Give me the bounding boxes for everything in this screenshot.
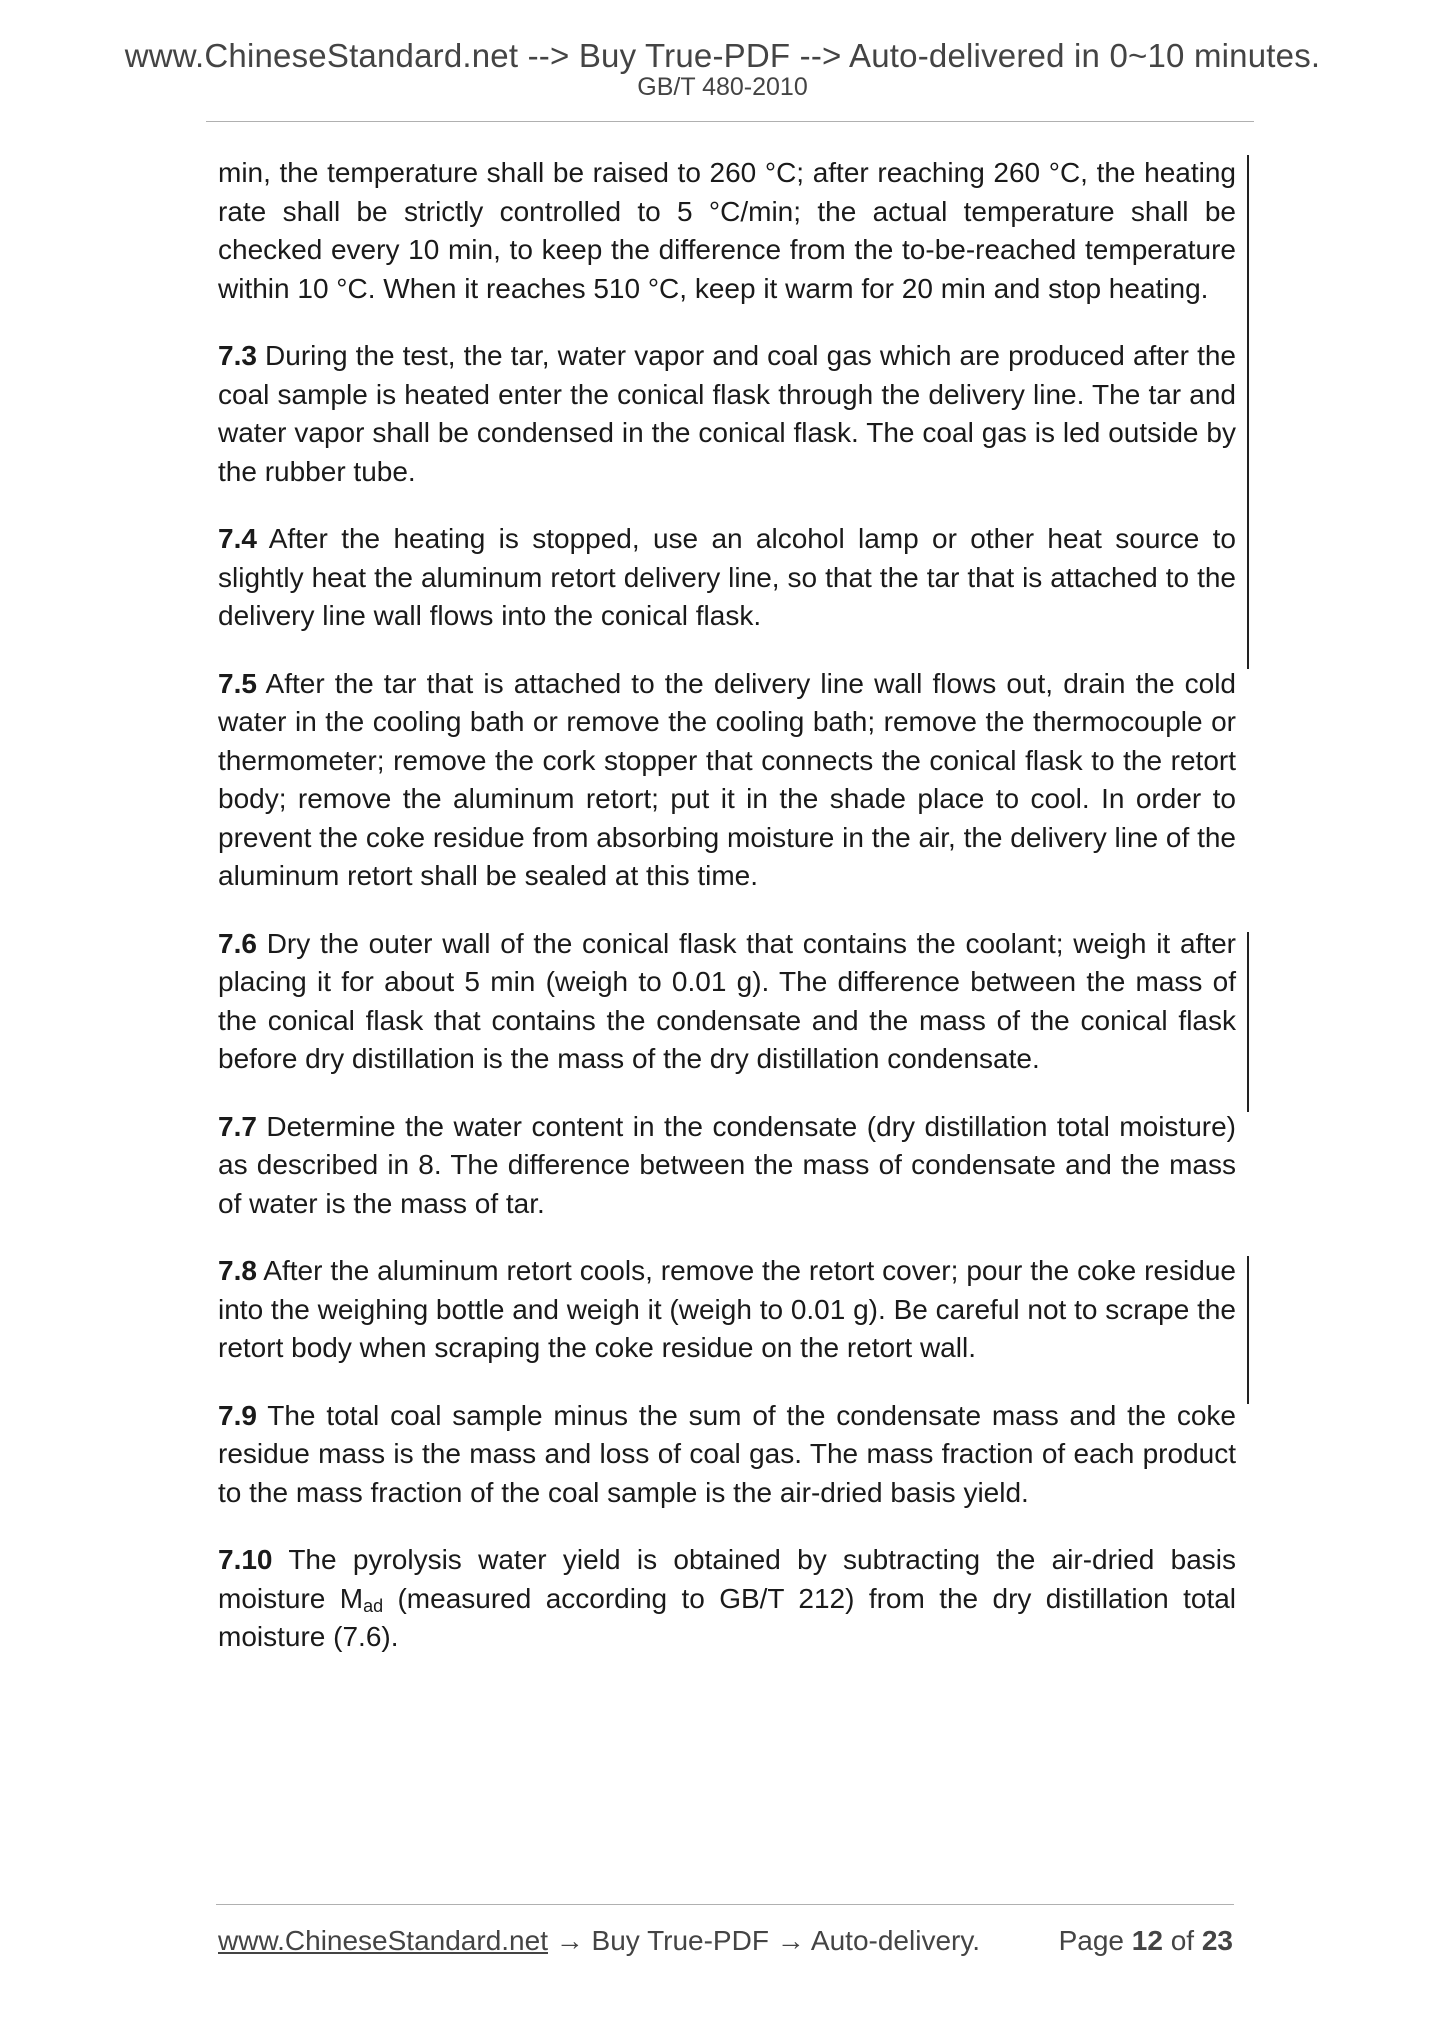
footer-divider	[216, 1904, 1234, 1905]
clause-7-8	[218, 1252, 1236, 1368]
clause-number: 7.10	[218, 1544, 273, 1575]
paragraph-text: min, the temperature shall be raised to 260 °C; after reaching 260 °C, the heating rate shall be strictly controlled to 5 °C/min; the actual temperature shall be checked every 10 min, to keep the difference from the to-be-reached temperature within 10 °C. When it reaches 510 °C, keep it warm for 20 min and stop heating.	[218, 157, 1236, 304]
revision-bar	[1247, 932, 1249, 1112]
clause-7-9	[218, 1397, 1236, 1513]
clause-7-10	[218, 1541, 1236, 1657]
clause-text: Dry the outer wall of the conical flask that contains the coolant; weigh it after placing it for about 5 min (weigh to 0.01 g). The difference between the mass of the conical flask that contains the condensate and the mass of the conical flask before dry distillation is the mass of the dry distillation condensate.	[218, 927, 1236, 1074]
document-body	[218, 154, 1236, 1686]
clause-text: After the tar that is attached to the delivery line wall flows out, drain the cold water in the cooling bath or remove the cooling bath; remove the thermocouple or thermometer; remove the cork stopper that connects the conical flask to the retort body; remove the aluminum retort; put it in the shade place to cool. In order to prevent the coke residue from absorbing moisture in the air, the delivery line of the aluminum retort shall be sealed at this time.	[218, 667, 1236, 891]
header-banner: www.ChineseStandard.net --> Buy True-PDF --> Auto-delivered in 0~10 minutes.	[124, 37, 1321, 74]
clause-7-5	[218, 665, 1236, 896]
clause-text: The total coal sample minus the sum of the condensate mass and the coke residue mass is the mass and loss of coal gas. The mass fraction of each product to the mass fraction of the coal sample is the air-dried basis yield.	[218, 1399, 1236, 1508]
page-indicator	[1059, 1924, 1233, 1958]
page-label: Page	[1058, 1925, 1124, 1956]
clause-number: 7.7	[218, 1110, 257, 1142]
header-divider	[206, 121, 1254, 122]
clause-7-4	[218, 520, 1236, 636]
clause-number: 7.4	[218, 523, 257, 554]
total-pages: 23	[1201, 1925, 1233, 1956]
page-number: 12	[1131, 1925, 1163, 1956]
clause-text: The pyrolysis water yield is obtained by subtracting the air-dried basis moisture M	[218, 1544, 1236, 1614]
clause-number: 7.8	[218, 1255, 257, 1286]
of-label: of	[1170, 1925, 1195, 1956]
clause-number: 7.6	[218, 927, 257, 959]
clause-text: After the aluminum retort cools, remove the retort cover; pour the coke residue into the weighing bottle and weigh it (weigh to 0.01 g). Be careful not to scrape the retort body when scraping the coke residue on the retort wall.	[218, 1255, 1236, 1363]
clause-text: After the heating is stopped, use an alcohol lamp or other heat source to slightly heat the aluminum retort delivery line, so that the tar that is attached to the delivery line wall flows into the conical flask.	[218, 523, 1236, 631]
document-code: GB/T 480-2010	[637, 73, 808, 101]
footer-link-area	[218, 1924, 980, 1958]
clause-7-7	[218, 1108, 1236, 1224]
clause-text: Determine the water content in the condensate (dry distillation total moisture) as described in 8. The difference between the mass of condensate and the mass of water is the mass of tar.	[218, 1110, 1236, 1219]
clause-text-continued: (measured according to GB/T 212) from the dry distillation total moisture (7.6).	[218, 1582, 1237, 1652]
moisture-subscript: ad	[363, 1595, 384, 1616]
clause-7-3	[218, 337, 1236, 491]
clause-number: 7.3	[218, 340, 257, 371]
paragraph-continued	[218, 154, 1236, 308]
footer-tagline: → Buy True-PDF → Auto-delivery.	[547, 1925, 981, 1956]
revision-bar	[1247, 155, 1249, 669]
revision-bar	[1247, 1256, 1249, 1404]
clause-text: During the test, the tar, water vapor and coal gas which are produced after the coal sample is heated enter the conical flask through the delivery line. The tar and water vapor shall be condensed in the conical flask. The coal gas is led outside by the rubber tube.	[218, 340, 1236, 487]
clause-7-6	[218, 925, 1236, 1079]
website-link[interactable]: www.ChineseStandard.net	[218, 1925, 548, 1956]
clause-number: 7.9	[218, 1399, 257, 1431]
clause-number: 7.5	[218, 667, 257, 699]
